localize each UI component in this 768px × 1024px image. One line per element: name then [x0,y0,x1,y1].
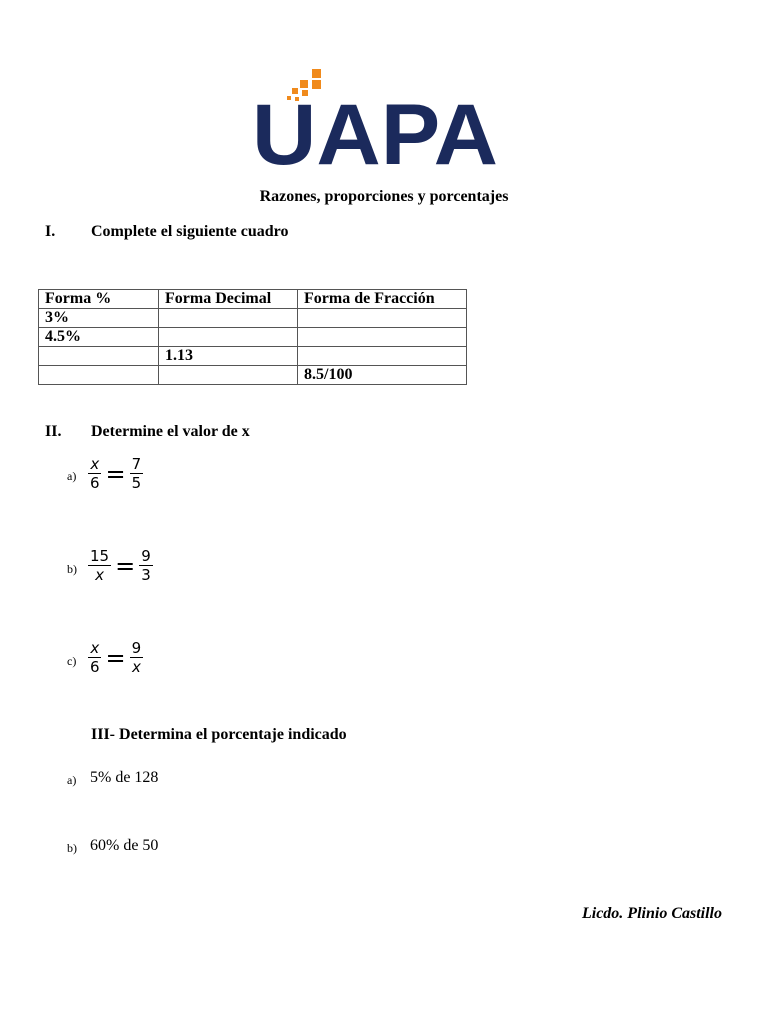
table-cell: 8.5/100 [298,366,467,385]
table-cell [159,309,298,328]
equation-b-label: b) [67,562,77,576]
denominator: 3 [141,566,151,584]
section-1-text: Complete el siguiente cuadro [91,223,289,240]
table-row [39,366,467,385]
table-cell: 4.5% [39,328,159,347]
table-row [39,347,467,366]
conversion-table [38,289,467,385]
table-cell [39,366,159,385]
table-cell: 1.13 [159,347,298,366]
denominator: x [95,566,104,584]
equation-b [88,547,153,584]
equals-sign: = [105,643,126,672]
table-header: Forma de Fracción [298,290,467,309]
section-1-number: I. [45,223,56,240]
document-title: Razones, proporciones y porcentajes [259,188,509,205]
numerator: 7 [131,455,142,473]
logo-text: UAPA [252,87,498,168]
fraction [88,455,102,492]
numerator: 9 [141,547,151,565]
denominator: 6 [90,658,100,676]
fraction [88,547,111,584]
table-cell: 3% [39,309,159,328]
numerator: x [90,639,100,657]
section-2-number: II. [45,423,62,440]
table-row [39,309,467,328]
percent-b-text: 60% de 50 [90,837,159,854]
numerator: 15 [90,547,110,565]
table-row [39,328,467,347]
fraction [139,547,153,584]
percent-b-label: b) [67,841,77,855]
denominator: 6 [90,474,100,492]
equation-c [88,639,143,676]
table-cell [39,347,159,366]
fraction [130,455,144,492]
table-header: Forma % [39,290,159,309]
section-3-heading: III- Determina el porcentaje indicado [91,726,347,743]
equation-a [88,455,143,492]
denominator: x [131,658,141,676]
fraction [88,639,102,676]
table-cell [298,309,467,328]
table-cell [298,347,467,366]
equation-a-label: a) [67,469,77,483]
section-2-text: Determine el valor de x [91,423,250,440]
equals-sign: = [105,459,126,488]
numerator: x [90,455,100,473]
table-cell [159,328,298,347]
table-cell [159,366,298,385]
table-header: Forma Decimal [159,290,298,309]
fraction [130,639,144,676]
table-cell [298,328,467,347]
equals-sign: = [115,551,136,580]
uapa-logo [250,66,502,168]
table-header-row [39,290,467,309]
numerator: 9 [131,639,142,657]
percent-a-label: a) [67,773,77,787]
denominator: 5 [131,474,142,492]
percent-a-text: 5% de 128 [90,769,159,786]
signature: Licdo. Plinio Castillo [581,905,722,922]
equation-c-label: c) [67,654,77,668]
